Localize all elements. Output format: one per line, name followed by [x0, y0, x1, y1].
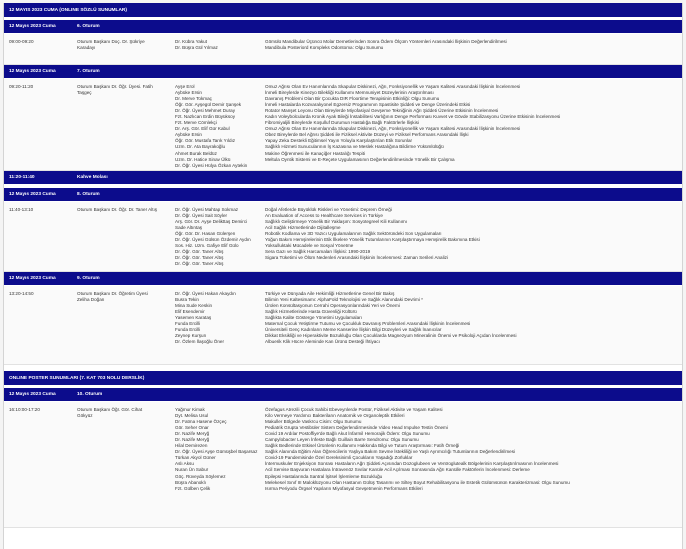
- presentation-title: Maternal Çocuk Yetiştirme Tutumu ve Çocukluk Davranış Problemleri Arasındaki İlişkinin İncelenmesi: [265, 321, 471, 327]
- presentation-title: Omuz Ağrısı Olan Ev Hanımlarında Skapular Diskinezi, Ağrı, Fonksiyonellik ve Yaşam Kalitesi Arasındaki İlişkinin İncelenmesi: [265, 126, 521, 132]
- author-name: Dr. Nazife Meryğ: [175, 431, 210, 437]
- author-name: Sade Altıntaş: [175, 225, 203, 231]
- session-date: 12 Mayıs 2023 Cuma: [9, 24, 56, 29]
- session-row: [4, 402, 682, 528]
- author-name: Uzm. Dr. Ata Bayrakoğlu: [175, 144, 226, 150]
- presentation-title: Omuz Ağrısı Olan Ev Hanımlarında Skapular Diskinezi, Ağrı, Fonksiyonellik ve Yaşam Kalitesi Arasındaki İlişkinin İncelenmesi: [265, 84, 521, 89]
- presentation-title: Sağlıklı Geliştirmeye Yönelik Bir Yaklaşım: Sosyotegreel Kili Kullanımı: [265, 219, 407, 225]
- session-titles: [263, 34, 682, 64]
- author-name: Dr. Öğr. Üyesi Hakan Akaydın: [175, 291, 236, 296]
- session-name: 8. Oturum: [77, 192, 100, 197]
- presentation-title: Epilepsi Hastalarında Santral İşitsel İşlemleme Bozukluğu: [265, 473, 383, 479]
- presentation-title: Türkiye ve Dünyada Aile Hekimliği Hizmetlerine Genel Bir Bakış: [265, 291, 395, 296]
- session-name: 9. Oturum: [77, 276, 100, 281]
- author-name: Mina Sude Keskin: [175, 303, 213, 309]
- presentation-title: Covid 19 Ardılar Postoffiye'de Bağlı Akut İnfarmil Hemorajik Ödem: Olgu Sunumu: [265, 431, 430, 437]
- session-row: [4, 286, 682, 365]
- chair-line: Oturum Başkanı Öğr. Gör. Cihat: [77, 407, 143, 412]
- presentation-title: Sera Gazı ve Sağlık Harcamaları İlişkisi: 1990-2019: [265, 249, 371, 255]
- presentation-title: İnmeli Hastalarda Kozvaralıyonel Egzersiz Programının Spastisite Şiddeti ve Denge Üzerindeki Etkisi: [265, 102, 471, 108]
- author-name: Dr. Büşra Gül Yılmaz: [175, 45, 218, 51]
- author-name: Busra Tekin: [175, 297, 199, 303]
- section-header: [4, 3, 682, 18]
- session-header: [4, 272, 682, 286]
- session-header: [4, 20, 682, 34]
- author-name: Fzt. Merve Cömlekçi: [175, 120, 217, 126]
- author-name: Zeynep Kurşun: [175, 333, 207, 339]
- author-name: Uzm. Dr. Hatice Sinav Ülkü: [175, 156, 231, 162]
- author-name: Dr. Öğr. Üyesi Mehmet Duray: [175, 108, 235, 114]
- chair-line: Oturum Başkanı Dr. Öğretim Üyesi: [77, 291, 148, 296]
- presentation-title: Davranış Problemi Olan Bir Çocukta DIR Floortime Terapisinin Etkinliği: Olgu Sunumu: [265, 96, 440, 102]
- author-name: Yağmur Kimak: [175, 407, 205, 412]
- author-name: Aybüke Ersin: [175, 132, 202, 138]
- presentation-title: Gömülü Mandibular Üçüncü Molar Demetlerinden Sonra Ödem Ölçüm Yöntemleri Arasındaki İlişkinin Değerlendirilmesi: [265, 39, 507, 44]
- chair-line: Taşgeç: [77, 90, 92, 96]
- author-name: Funda Ercilli: [175, 321, 201, 327]
- presentation-title: Makuller Bölgede Vaskrcu Cisim: Olgu Sunumu: [265, 419, 362, 425]
- session-titles: [263, 79, 682, 170]
- author-name: Göç. Rüveyda Söylemez: [175, 473, 226, 479]
- author-name: Türkan Akyol Güner: [175, 455, 216, 461]
- presentation-title: İnmeli Bireylerde Kinezyo Bilekliği Kullanımı Memnuniyet Düzeylerinin Araştırılması: [265, 90, 434, 96]
- presentation-title: Albuerik Klik Hücre Aleminde Kan Ürünü Desteği İhtiyacı: [265, 339, 380, 345]
- presentation-title: Melekesel Sınıf III Maloklüzyonu Olan Hastanın Gülüş Tasarımı ve Siltey Boyut Rehabilitasyonu ile Estetik Gülümsünün Karakterizmasi: Olgu Sunumu: [265, 479, 570, 485]
- section-title: ONLINE POSTER SUNUMLARI (7. KAT 703 NOLU DERSLİK): [9, 376, 145, 381]
- author-name: Öğr. Gör. Mustafa Tarık Yıldız: [175, 138, 236, 144]
- author-name: Gör. Seher Onar: [175, 425, 209, 431]
- presentation-title: Sigara Tüketimi ve Ölüm Nedenleri Arasındaki İlişkinin İncelenmesi: Zaman Serileri Analizi: [265, 255, 448, 261]
- presentation-title: Kilo Vermeye Yardımcı Bakteriların Anatomik ve Organoleptik Etkileri: [265, 413, 405, 419]
- session-authors: [169, 286, 263, 364]
- author-name: Fzt. Gülben Çelik: [175, 485, 211, 491]
- session-titles: [263, 202, 682, 271]
- presentation-title: Robotik Kodlama ve 3D Yazıcı Uygulamalarının Sağlık Sektöründeki Son Uygulamaları: [265, 231, 442, 237]
- presentation-title: Ürolen Konsültasyonun Cerrahi Operasyonlarındaki Yeri ve Önemi: [265, 303, 400, 309]
- session-authors: [169, 202, 263, 271]
- session-name: 10. Oturum: [77, 392, 103, 397]
- author-name: Arş. Gör. Dr. Ayşe Delikttaş Demirci: [175, 219, 248, 225]
- author-name: Büşra Abanoklı: [175, 479, 206, 485]
- presentation-title: Makine Öğrenmesi ile Kanaçiğer Hastalığı Tespiti: [265, 150, 366, 156]
- session-header: [4, 65, 682, 79]
- session-header: [4, 388, 682, 402]
- session-time: 13:20-14:50: [9, 291, 34, 296]
- presentation-title: Isırma Periyodu Örgsel Yapıların Miyofasyal Gevşetmenin Performans Etkileri: [265, 485, 423, 491]
- author-name: Dr. Arş. Gör. Elif Gür Kabul: [175, 126, 230, 132]
- session-name: 6. Oturum: [77, 24, 100, 29]
- presentation-title: Kadın Voleybolcularda Kronik Ayak Bileği İnstabilitesi Varlığının Denge Performası Kuvvet ve Gövde Stabilizasyonu Üzerine Etkisinin İncelenmesi: [265, 114, 561, 120]
- presentation-title: Campylobacter Leyen İnfeste Bağlı Guillain Barre Sendromu: Olgu Sunumu: [265, 437, 419, 443]
- presentation-title: Doğal Afetlerde Büyüklük Riskleri ve Yönetimi: Deprem Örneği: [265, 207, 392, 212]
- author-name: Dr. Nazife Meryğ: [175, 437, 210, 443]
- presentation-title: Acil Sağlık Hizmetlerinde Dijitalleşme: [265, 225, 341, 231]
- presentation-title: Meltula Oyntik Sistemi ve E-Reçete Uygulamasının Değerlendirilmesinde Yönelik Bir Çalışma: [265, 156, 455, 162]
- author-name: Funda Ercilli: [175, 327, 201, 333]
- presentation-title: Yoğun Bakım Hemşirelerinin Etik İlkelere Yönelik Tutumlarının Karşılaştırmaya Hemşirelik Bakımına Etkisi: [265, 237, 480, 243]
- author-name: Dr. Özlem İlaşoğlu Öner: [175, 339, 225, 345]
- author-name: Dr. Öğr. Gör. Taner Altış: [175, 261, 224, 267]
- presentation-title: Özefagus Atrezili Çocuk Sahibi Ebeveynlerde Postür, Fiziksel Aktivite ve Yaşam Kalitesi: [265, 407, 443, 412]
- presentation-title: Sağlık Alanında Eğitim Alan Öğrencilerin Yaşlıya Bakım Sevme İstekliliği ve Yaşlı Ayrımcılığı Tutumlarının Değerlendirilmesi: [265, 449, 516, 455]
- presentation-title: Pediatrik Grupta Vestibüler Sistem Değerlendirmesinde Video Head Impulse Testin Önemi: [265, 425, 448, 431]
- session-titles: [263, 286, 682, 364]
- author-name: Dr. Öğr. Üyesi Ayşe Gümüşbel Başarsaz: [175, 449, 258, 455]
- author-name: Dr. Öğr. Gör. Taner Altış: [175, 255, 224, 261]
- author-name: Yasemen Karataş: [175, 315, 212, 321]
- presentation-title: Acil Servise Başvuran Hastalara İntravenöz Sıvılar Kanüle Acil Açılması Sonrasında Ağrı Kanülle Faktörlerin İncelenmesi: Derleme: [265, 467, 530, 473]
- session-time: 09:00-09:20: [9, 39, 34, 44]
- program-schedule: [3, 3, 683, 549]
- session-chair: [71, 286, 169, 364]
- author-name: Dr. Öğr. Üyesi Sait Söyler: [175, 213, 228, 219]
- chair-line: Oturum Başkanı Dr. Öğr. Üyesi. Fatih: [77, 84, 153, 89]
- break-row: [4, 171, 682, 185]
- chair-line: Oturum Başkanı Dr. Öğr. Dr. Taner Altış: [77, 207, 158, 212]
- presentation-title: Rotator Manşet Leyonu Olan Bireylerde Miyofasiyal Gevşeme Tekniğinin Ağrı Şiddeti Üzerine Etkisinin İncelenmesi: [265, 108, 499, 114]
- presentation-title: Bilimin Yeni Kaltesimamı: AlphaFold Teknolojisi ve Sağlık Alanındaki Devrimi *: [265, 297, 423, 303]
- presentation-title: Yoksulluktaki Mücadele ve Sosyal Yönetme: [265, 243, 354, 249]
- author-name: Dr. Öğr. Üyesi Gülsün Özdemir Aydın: [175, 237, 251, 243]
- presentation-title: Dikkat Eksikliği ve Hiperaktivite Bozukluğu Olan Çocuklarda Magnezyum Mineralinin Önemi ve Psikoloji Açıdan İncelenmesi: [265, 333, 517, 339]
- author-name: Dr. Kübra Yakut: [175, 39, 208, 44]
- session-time: 11:40-13:10: [9, 207, 34, 212]
- author-name: Dr. Öğr. Gör. Taner Altış: [175, 249, 224, 255]
- session-name: 7. Oturum: [77, 69, 100, 74]
- presentation-title: Mandibula Posteriord Kompleks Odontoma: Olgu Sunumu: [265, 45, 384, 51]
- presentation-title: Yapay Zeka Destekli Eğitimsel Yayın Yoluyla Karşılaştırılan Etik Sorunlar: [265, 138, 413, 144]
- author-name: Ayşe Erol: [175, 84, 195, 89]
- author-name: Fzt. Nazlıcan Erdin Büyüksoy: [175, 114, 235, 120]
- session-authors: [169, 79, 263, 170]
- author-name: Dr. Merve Tokmaç: [175, 96, 212, 102]
- session-chair: [71, 79, 169, 170]
- chair-line: Karadayı: [77, 45, 96, 51]
- session-date: 12 Mayıs 2023 Cuma: [9, 392, 56, 397]
- session-authors: [169, 34, 263, 64]
- break-time: 11:20-11:40: [9, 175, 35, 180]
- author-name: Elif Esendemir: [175, 309, 205, 315]
- author-name: Dyt. Melisa Usul: [175, 413, 209, 419]
- session-header: [4, 188, 682, 202]
- section-header: [4, 371, 682, 386]
- session-date: 12 Mayıs 2023 Cuma: [9, 276, 56, 281]
- presentation-title: Sağlık Bedlerinde Etkisel Ürünlerin Kullanımı Hakkında Bilgi ve Tutum Araştırması: Fatih Örneği: [265, 443, 460, 449]
- session-time: 16:10:00-17:20: [9, 407, 40, 412]
- presentation-title: Sağlık Hizmetlerinde Hasta Güvenliği Kültürü: [265, 309, 357, 315]
- author-name: Nuran Ün Sabur: [175, 467, 209, 473]
- session-date: 12 Mayıs 2023 Cuma: [9, 69, 56, 74]
- author-name: Aslı Aksu: [175, 461, 194, 467]
- session-chair: [71, 202, 169, 271]
- presentation-title: Covid-19 Pandemisinde Özel Gereksinimli Çocukların Yaşadığı Zorluklar: [265, 455, 413, 461]
- author-name: Aybüke Ersin: [175, 90, 202, 96]
- presentation-title: Sağlıklı Hizmeti Sunucularının İş Kazasına ve Meslek Hastalığına Bildirme Yükümlülüğü: [265, 144, 444, 150]
- break-label: Kahve Molası: [77, 175, 108, 180]
- session-row: [4, 34, 682, 65]
- presentation-title: Fibromiyaljili Bireylerde Koşulluf Durumun Hastalığa Bağlı Faktörlerle İlişkisi: [265, 120, 419, 126]
- presentation-title: An Evaluation of Access to Healthcare Services in Türkiye: [265, 213, 383, 219]
- author-name: Ahmet Burak Beldüz: [175, 150, 217, 156]
- presentation-title: İntermuskuler Enjeksiyon Sonrası Hastaların Ağrı Şiddeti Açısından Dozoglubeen ve Ventroglutealk Bölgelerinin Karşılaştırılmasının İncelenmesi: [265, 461, 559, 467]
- presentation-title: Üniversiteli Genç Kadınların Meme Kanserine İlişkin Bilgi Düzeyleri ve Sağlık İnanıcılar: [265, 327, 442, 333]
- author-name: Hilal Demirezen: [175, 443, 208, 449]
- session-date: 12 Mayıs 2023 Cuma: [9, 192, 56, 197]
- session-time: 09:20-11:20: [9, 84, 34, 89]
- session-chair: [71, 34, 169, 64]
- presentation-title: Obez Bireylerde Bel Ağrısı Şiddeti ile Fiziksel Aktivite Düzeyi ve Fiziksel Performans Arasındaki İlişki: [265, 132, 469, 138]
- author-name: Dr. Fatma Hasene Özçeç: [175, 419, 227, 425]
- author-name: Öğr. Gör. Ayşegül Demir Şanşek: [175, 102, 242, 108]
- author-name: Sos. Hiz. Uzm. Gafiye Elif Gülo: [175, 243, 239, 249]
- session-authors: [169, 402, 263, 527]
- author-name: Dr. Öğr. Üyesi Hülya Özkan Aytekin: [175, 162, 248, 168]
- section-title: 12 MAYIS 2023 CUMA (ONLINE SÖZLÜ SUNUMLAR): [9, 8, 127, 13]
- session-titles: [263, 402, 682, 527]
- chair-line: Gökyüz: [77, 413, 93, 419]
- presentation-title: Sağlıkta Kalite Gösterge Yönetimi Uygulamaları: [265, 315, 362, 321]
- session-row: [4, 202, 682, 272]
- session-row: [4, 79, 682, 171]
- author-name: Dr. Öğr. Üyesi Mahtap Sokmaz: [175, 207, 239, 212]
- session-chair: [71, 402, 169, 527]
- author-name: Öğr. Gör. Dr. Hasan Gülerşen: [175, 231, 236, 237]
- chair-line: Zeliha Doğan: [77, 297, 105, 303]
- chair-line: Oturum Başkanı Doç. Dr. Şükriye: [77, 39, 145, 44]
